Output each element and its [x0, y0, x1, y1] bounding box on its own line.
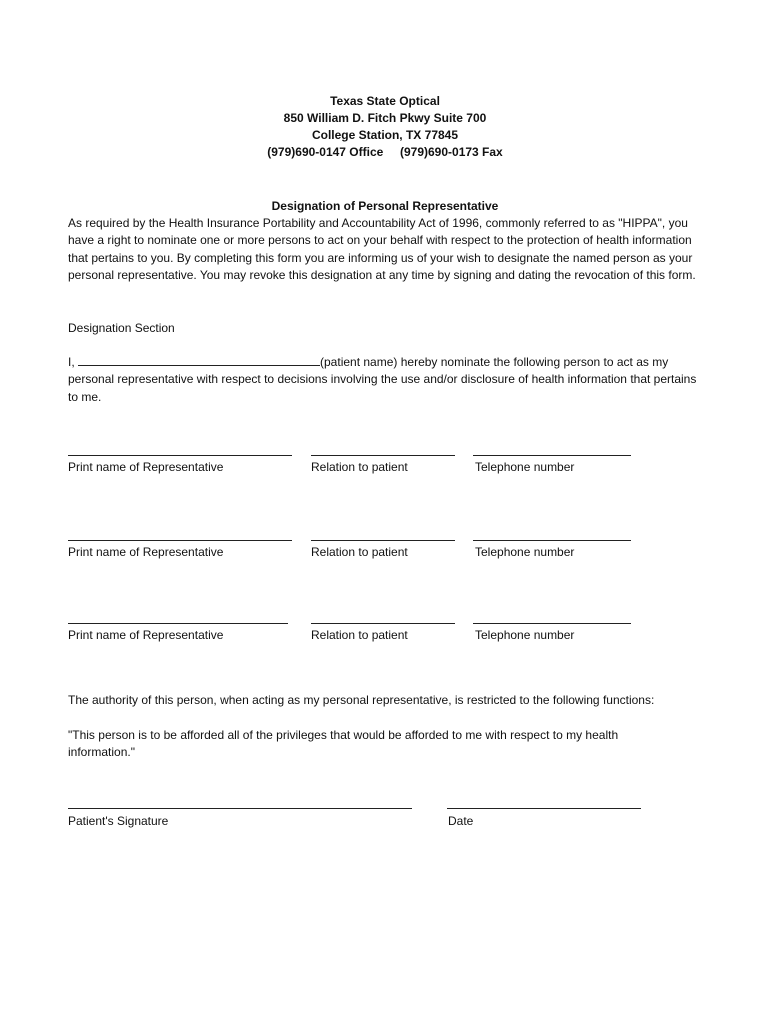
representative-name-label: Print name of Representative	[68, 460, 224, 474]
relation-field[interactable]	[311, 455, 455, 456]
telephone-field[interactable]	[473, 455, 631, 456]
authority-statement: The authority of this person, when acting as my personal representative, is restricted to the following functions:	[68, 693, 655, 707]
representative-name-field[interactable]	[68, 455, 292, 456]
company-city: College Station, TX 77845	[311, 128, 459, 142]
telephone-field[interactable]	[473, 540, 631, 541]
company-address: 850 William D. Fitch Pkwy Suite 700	[283, 111, 487, 125]
relation-label: Relation to patient	[311, 628, 408, 642]
company-phone: (979)690-0147 Office (979)690-0173 Fax	[267, 145, 503, 159]
relation-label: Relation to patient	[311, 460, 408, 474]
representative-name-field[interactable]	[68, 540, 292, 541]
relation-field[interactable]	[311, 623, 455, 624]
company-name: Texas State Optical	[330, 94, 440, 108]
nomination-paragraph	[68, 354, 708, 406]
document-title: Designation of Personal Representative	[271, 199, 499, 213]
patient-name-field[interactable]	[78, 354, 320, 366]
telephone-field[interactable]	[473, 623, 631, 624]
representative-name-label: Print name of Representative	[68, 545, 224, 559]
telephone-label: Telephone number	[475, 545, 575, 559]
section-label: Designation Section	[68, 321, 175, 335]
telephone-label: Telephone number	[475, 628, 575, 642]
relation-field[interactable]	[311, 540, 455, 541]
nomination-prefix: I,	[68, 355, 79, 369]
relation-label: Relation to patient	[311, 545, 408, 559]
date-field[interactable]	[447, 808, 641, 809]
patient-signature-field[interactable]	[68, 808, 412, 809]
nomination-text: (patient name) hereby nominate the following person to act as my personal representative with respect to decisions involving the use and/or disclosure of health information that pertains to me.	[68, 355, 697, 404]
patient-signature-label: Patient's Signature	[68, 814, 169, 828]
intro-paragraph: As required by the Health Insurance Portability and Accountability Act of 1996, commonly referred to as "HIPPA", you have a right to nominate one or more persons to act on your behalf with respect to the protection of health information that pertains to you. By completing this form you are informing us of your wish to designate the named person as your personal representative. You may revoke this designation at any time by signing and dating the revocation of this form.	[68, 216, 696, 282]
privileges-quote: "This person is to be afforded all of the privileges that would be afforded to me with respect to my health information."	[68, 728, 619, 760]
telephone-label: Telephone number	[475, 460, 575, 474]
date-label: Date	[448, 814, 474, 828]
representative-name-field[interactable]	[68, 623, 288, 624]
letterhead	[0, 93, 770, 161]
representative-name-label: Print name of Representative	[68, 628, 224, 642]
